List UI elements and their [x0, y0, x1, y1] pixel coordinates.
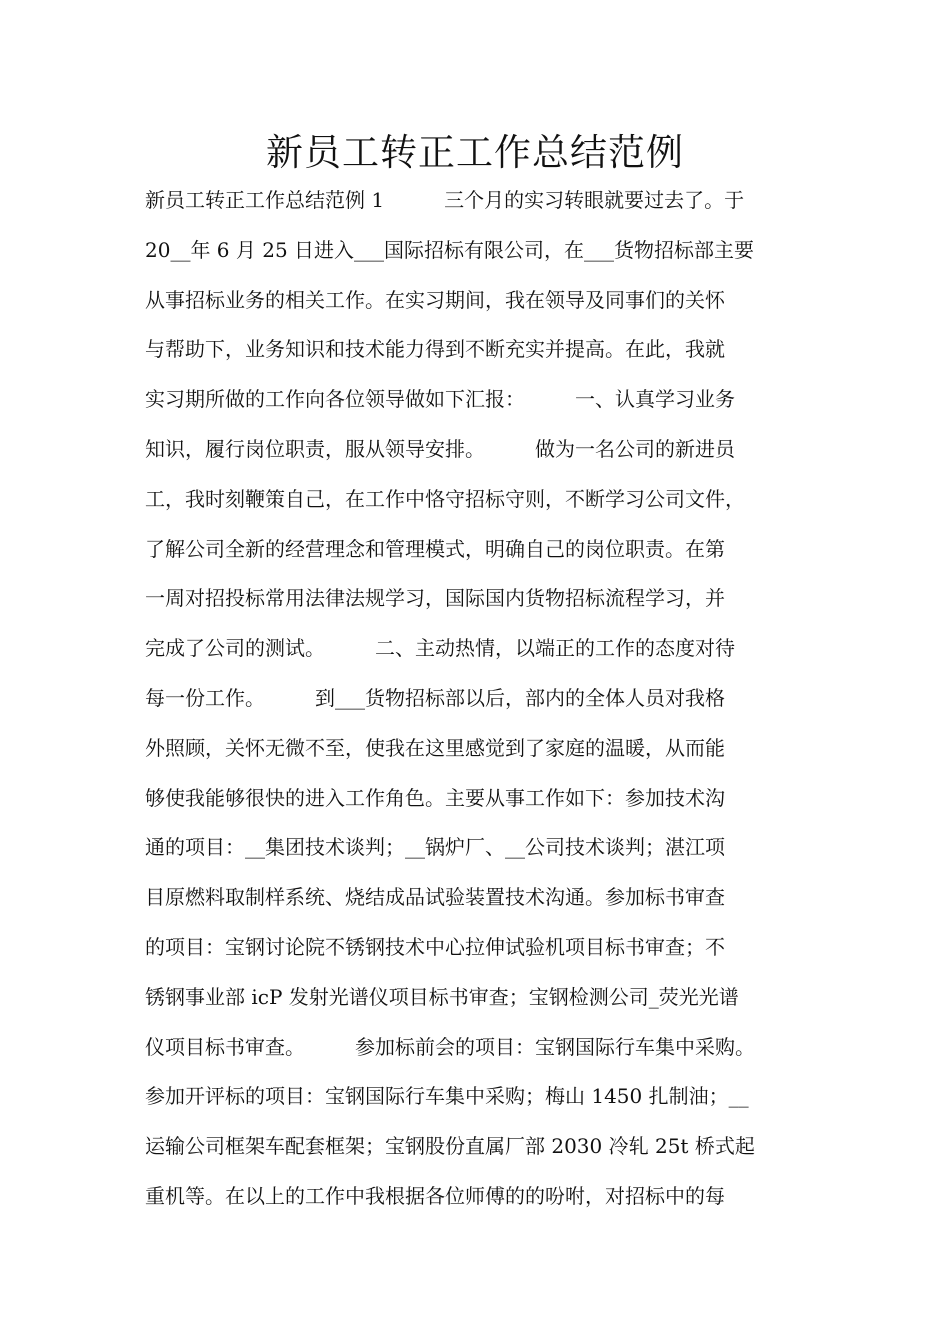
text-line: 外照顾，关怀无微不至，使我在这里感觉到了家庭的温暖，从而能 — [145, 735, 725, 760]
text-line: 新员工转正工作总结范例 1 三个月的实习转眼就要过去了。于 — [145, 188, 745, 212]
text-line: 从事招标业务的相关工作。在实习期间，我在领导及同事们的关怀 — [145, 287, 725, 312]
text-line: 锈钢事业部 icP 发射光谱仪项目标书审查；宝钢检测公司_荧光光谱 — [145, 984, 739, 1009]
text-line: 目原燃料取制样系统、烧结成品试验装置技术沟通。参加标书审查 — [145, 885, 725, 910]
text-line: 实习期所做的工作向各位领导做如下汇报： 一、认真学习业务 — [145, 387, 735, 412]
text-line: 一周对招投标常用法律法规学习，国际国内货物招标流程学习，并 — [145, 586, 725, 611]
text-line: 每一份工作。 到___货物招标部以后，部内的全体人员对我格 — [145, 685, 725, 710]
text-line: 与帮助下，业务知识和技术能力得到不断充实并提高。在此，我就 — [145, 337, 725, 362]
text-line: 完成了公司的测试。 二、主动热情，以端正的工作的态度对待 — [145, 636, 735, 661]
text-line: 了解公司全新的经营理念和管理模式，明确自己的岗位职责。在第 — [145, 536, 725, 561]
text-line: 通的项目：__集团技术谈判；__锅炉厂、__公司技术谈判；湛江项 — [145, 835, 725, 860]
text-line: 重机等。在以上的工作中我根据各位师傅的的吩咐，对招标中的每 — [145, 1183, 725, 1208]
document-body — [145, 180, 825, 1226]
text-line: 仪项目标书审查。 参加标前会的项目：宝钢国际行车集中采购。 — [145, 1034, 755, 1059]
text-line: 的项目：宝钢讨论院不锈钢技术中心拉伸试验机项目标书审查；不 — [145, 934, 725, 959]
text-line: 20__年 6 月 25 日进入___国际招标有限公司，在___货物招标部主要 — [145, 237, 755, 262]
text-line: 参加开评标的项目：宝钢国际行车集中采购；梅山 1450 扎制油；__ — [145, 1084, 749, 1109]
text-line: 运输公司框架车配套框架；宝钢股份直属厂部 2030 冷轧 25t 桥式起 — [145, 1134, 755, 1159]
text-line: 够使我能够很快的进入工作角色。主要从事工作如下：参加技术沟 — [145, 785, 725, 810]
document-title: 新员工转正工作总结范例 — [266, 131, 684, 174]
text-line: 工，我时刻鞭策自己，在工作中恪守招标守则，不断学习公司文件， — [145, 486, 745, 511]
text-line: 知识，履行岗位职责，服从领导安排。 做为一名公司的新进员 — [145, 436, 735, 461]
